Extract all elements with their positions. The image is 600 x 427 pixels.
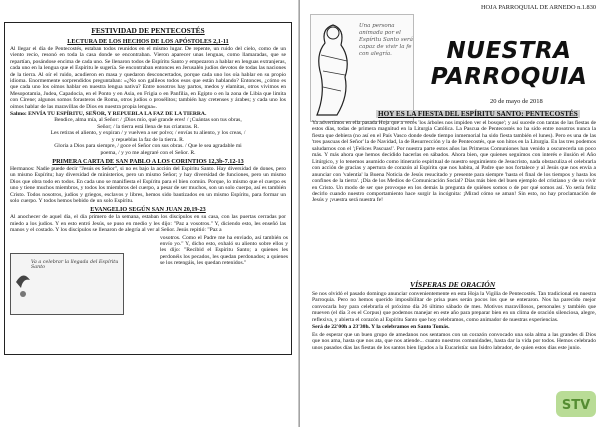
dove-icon: [13, 262, 33, 302]
figure-drawing-icon: [311, 15, 357, 119]
gospel-title: EVANGELIO SEGÚN SAN JUAN 20,19-23: [90, 206, 206, 214]
vigil-time: Será de 22'00h a 23'30h. Y la celebramos en Santo Tomás.: [312, 324, 450, 331]
illustration-caption: Va a celebrar la llegada del Espíritu Santo: [31, 259, 119, 270]
vigil-text: Se nos olvidó el pasado domingo anunciar convenientemente en esta Hoja la Vigilia de Pentecostés. Tan tradicional en nuestra Parroquia. Pero no hemos querido imposibilitar de prisa pues serán pocos los que se enteraron. Nos ha parecido mejor convocarla hoy para celebrarla el próximo día 26 último sábado de mes. Motivos maravillosos, personales y también que mueven (el día 3 es el Corpus) que podemos manejar en este año para preparar bien en un clima de oración silenciosa, alegre, reflexiva, y abierta el corazón al Espíritu Santo que hoy celebramos, como animador de nuestras experiencias.: [312, 291, 596, 323]
psalm-title: Salmo: ENVÍA TU ESPÍRITU, SEÑOR, Y REPUEBLA LA FAZ DE LA TIERRA.: [10, 111, 207, 118]
reading1-text: Al llegar el día de Pentecostés, estaban todos reunidos en el mismo lugar. De repente, un ruido del cielo, como de un viento recio, resonó en toda la casa donde se encontraban. Vieron aparecer unas lenguas, como llamaradas, que se repartían, posándose encima de cada uno. Se llenaron todos de Espíritu Santo y empezaron a hablar en lenguas extranjeras, cada uno en la lengua que el Espíritu le sugería. Se encontraban entonces en Jerusalén judíos devotos de todas las naciones de la tierra. Al oír el ruido, acudieron en masa y quedaron desconcertados, porque cada uno los oía hablar en su propio idioma. Enormemente sorprendidos preguntaban: «¿No son galileos todos esos que están hablando? Entonces, ¿cómo es que cada uno los oímos hablar en nuestra lengua nativa? Entre nosotros hay partos, medos y elamitas, otros vivimos en Mesopotamia, Judea, Capadocia, en el Ponto y en Asia, en Frigia o en Panfilia, en Egipto o en la zona de Libia que limita con Cirene; algunos somos forasteros de Roma, otros judíos o prosélitos; también hay cretenses y árabes; y cada uno los oímos hablar de las maravillas de Dios en nuestra propia lengua».: [10, 46, 286, 110]
bulletin-header: HOJA PARROQUIAL DE ARNEDO n.1.830: [481, 4, 596, 11]
quote-text: Una persona animada por el Espíritu Santo será capaz de vivir la fe con alegría.: [359, 23, 413, 57]
pentecost-illustration: [10, 253, 124, 315]
psalm-line: Les retiras el aliento, y expiran / y vuelven a ser polvo; / envías tu aliento, y los creas, /: [50, 130, 246, 137]
right-page: [300, 0, 600, 427]
vigil-title: VÍSPERAS DE ORACIÓN: [410, 280, 496, 289]
reading1-title: LECTURA DE LOS HECHOS DE LOS APÓSTOLES 2,1-11: [67, 38, 229, 45]
gospel-text-a: Al anochecer de aquel día, el día primero de la semana, estaban los discípulos en su casa, con las puertas cerradas por miedo a los judíos. Y en esto entró Jesús, se puso en medio y les dijo: "Paz a vosotros." Y, diciendo esto, les enseñó las manos y el costado. Y los discípulos se llenaron de alegría al ver al Señor. Jesús repitió: "Paz a: [10, 214, 286, 234]
psalm-line: Señor; / la tierra está llena de tus criaturas. R.: [97, 123, 199, 130]
psalm-line: y repueblas la faz de la tierra. R.: [111, 136, 185, 143]
feast-text: Ya advertimos en ella pasada Hoja que a veces 'los árboles nos impiden ver el bosque'; y así sucede con tantas de las fiestas de estos días, todas de primera magnitud en la Liturgia Católica. La Pascua de Pentecostés no ha sido entre nosotros nunca la fiesta que debiera (no así en el País Vasco donde desde tiempo inmemorial ha sido fiesta también el lunes). Pero es una de las 'tres pascuas del Señor' la de Navidad, la de Resurrección y la de Pentecostés, que son hitos en la Liturgia. En las tres podemos saludarnos con el '¡Felices Pascuas!'. Por nuestra parte estos años las Primeras Comuniones han venido a oscurecerla un poco más. Y más ahora que hemos decidido hacerlas en sábados. Ahora bien, que quienes seguimos con interés e ilusión el Año Litúrgico, y lo tenemos asumido como itinerario espiritual de nuestro seguimiento de Jesucristo, nada obstaculiza el celebrarla con acción de gracias y apertura de corazón al Espíritu que nos habita, al Padre que nos fortalece y al Jesús que nos envía a anunciar con 'valentía' la Buena Noticia de Jesús resucitado y presente para siempre 'hasta el final de los tiempos y hasta los confines de la tierra'. ¡Día de los Medios de Comunicación Social? Días más bien del buen ejemplo del cristiano y de su vivir en Cristo. Un modo de ser que provoque en los demás la pregunta de quiénes somos o de por qué somos así. Yo sería feliz decirlo cuando nuestro comportamiento hace surgir la incógnita: ¡Mirad cómo se aman! Sin esto, no hay proclamación de Jesús y ¡vuestra será nuestra fe!: [312, 120, 596, 204]
issue-date: 20 de mayo de 2018: [490, 98, 543, 105]
psalm-line: Bendice, alma mía, al Señor: / ¡Dios mío, qué grande eres! / ¡Cuántas son tus obras,: [54, 117, 242, 124]
quote-image: [310, 14, 414, 122]
vigil-text-2: Es de esperar que un buen grupo de amedanos nos sentamos con un corazón convocado una sola alma a las grandes di Dios que nos ama, hasta que nos ata, que nos atiende... cuanto nuestros comunidades, hasta dar la vida por todos. Hemos celebrado unos pasados días las fiestas de los santos bien ligados a la Eucaristía: san Isidro labrador, de quien estos días este junio.: [312, 331, 596, 351]
readings-title: FESTIVIDAD DE PENTECOSTÉS: [91, 26, 205, 35]
masthead-line1: NUESTRA: [446, 38, 572, 64]
readings-box: [4, 22, 292, 355]
gospel-text-b: vosotros. Como el Padre me ha enviado, así también os envío yo." Y, dicho esto, exhaló su aliento sobre ellos y les dijo: "Recibid el Espíritu Santo; a quienes les perdonéis los pecados, les quedan perdonados; a quienes se los retengáis, les quedan retenidos.": [160, 234, 288, 267]
masthead: [424, 38, 594, 90]
masthead-line2: PARROQUIA: [430, 64, 588, 90]
svg-text:STV: STV: [561, 398, 591, 413]
feast-title: HOY ES LA FIESTA DEL ESPÍRITU SANTO: PENTECOSTÉS: [378, 110, 578, 118]
psalm-line: poema, / y yo me alegraré con el Señor. R.: [100, 149, 196, 156]
watermark-logo: [550, 383, 600, 427]
reading2-title: PRIMERA CARTA DE SAN PABLO A LOS CORINTIOS 12,3b-7.12-13: [52, 157, 244, 165]
psalm-line: Gloria a Dios para siempre, / goce el Señor con sus obras. / Que le sea agradable mi: [54, 143, 242, 150]
reading2-text: Hermanos: Nadie puede decir "Jesús es Señor", si no es bajo la acción del Espíritu Santo. Hay diversidad de dones, pero un mismo Espíritu; hay diversidad de ministerios, pero un mismo Señor; y hay diversidad de funciones, pero un mismo Dios que obra todo en todos. En cada uno se manifiesta el Espíritu para el bien común. Porque, lo mismo que el cuerpo es uno y tiene muchos miembros, y todos los miembros del cuerpo, a pesar de ser muchos, son un solo cuerpo, así es también Cristo. Todos nosotros, judíos y griegos, esclavos y libres, hemos sido bautizados en un mismo Espíritu, para formar un solo cuerpo. Y todos hemos bebido de un solo Espíritu.: [10, 165, 286, 204]
